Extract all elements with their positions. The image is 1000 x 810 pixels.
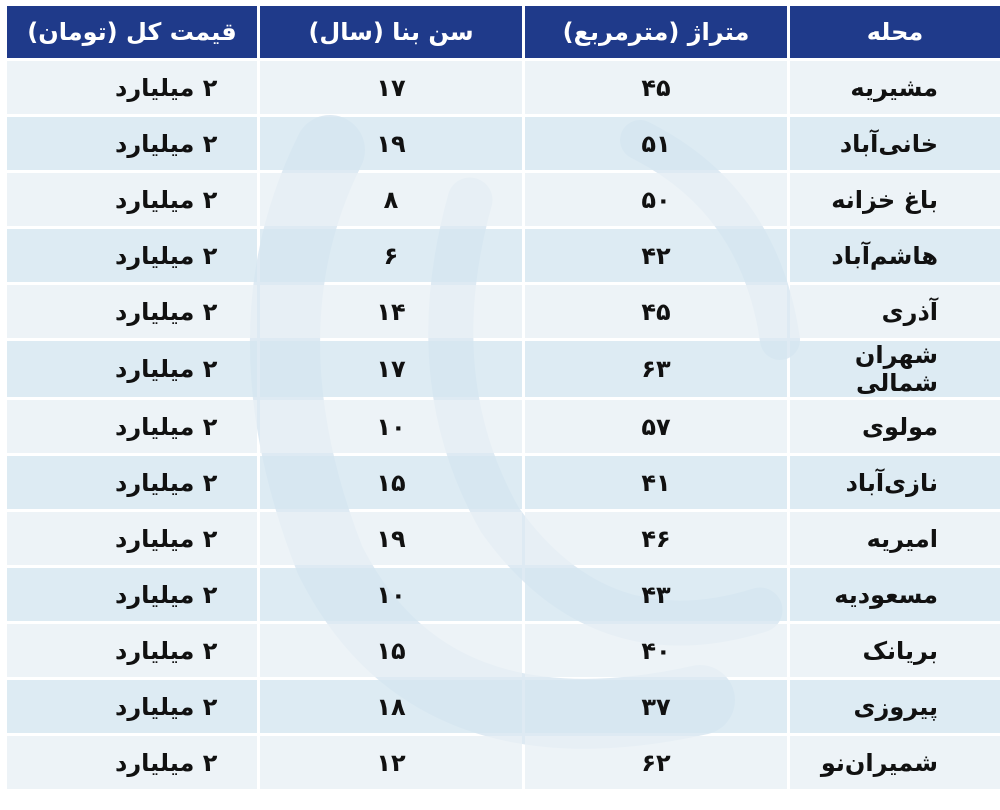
cell-neighborhood: خانی‌آباد — [790, 117, 1000, 170]
table-row — [7, 229, 1000, 282]
cell-age: ۱۰ — [260, 400, 522, 453]
cell-age: ۱۴ — [260, 285, 522, 338]
table-row — [7, 456, 1000, 509]
cell-age: ۶ — [260, 229, 522, 282]
table-body — [7, 61, 1000, 789]
table-row — [7, 624, 1000, 677]
cell-neighborhood: شمیران‌نو — [790, 736, 1000, 789]
cell-age: ۱۵ — [260, 456, 522, 509]
cell-area: ۴۱ — [525, 456, 787, 509]
price-table — [4, 3, 1000, 792]
cell-price: ۲ میلیارد — [7, 568, 257, 621]
table-row — [7, 117, 1000, 170]
cell-price: ۲ میلیارد — [7, 456, 257, 509]
table-header-row — [7, 6, 1000, 58]
cell-area: ۴۶ — [525, 512, 787, 565]
table-row — [7, 400, 1000, 453]
table-row — [7, 512, 1000, 565]
cell-area: ۵۱ — [525, 117, 787, 170]
cell-area: ۳۷ — [525, 680, 787, 733]
table-row — [7, 736, 1000, 789]
cell-price: ۲ میلیارد — [7, 736, 257, 789]
cell-age: ۱۹ — [260, 512, 522, 565]
cell-neighborhood: شهران شمالی — [790, 341, 1000, 397]
cell-area: ۴۰ — [525, 624, 787, 677]
header-age: سن بنا (سال) — [260, 6, 522, 58]
table-row — [7, 341, 1000, 397]
cell-age: ۱۲ — [260, 736, 522, 789]
table-row — [7, 568, 1000, 621]
cell-neighborhood: هاشم‌آباد — [790, 229, 1000, 282]
cell-age: ۱۸ — [260, 680, 522, 733]
cell-neighborhood: بریانک — [790, 624, 1000, 677]
cell-area: ۴۲ — [525, 229, 787, 282]
cell-area: ۶۲ — [525, 736, 787, 789]
cell-neighborhood: باغ خزانه — [790, 173, 1000, 226]
cell-age: ۱۹ — [260, 117, 522, 170]
cell-area: ۴۳ — [525, 568, 787, 621]
cell-neighborhood: مشیریه — [790, 61, 1000, 114]
cell-price: ۲ میلیارد — [7, 117, 257, 170]
cell-neighborhood: مسعودیه — [790, 568, 1000, 621]
cell-price: ۲ میلیارد — [7, 400, 257, 453]
table-row — [7, 285, 1000, 338]
table-row — [7, 680, 1000, 733]
cell-age: ۱۵ — [260, 624, 522, 677]
cell-price: ۲ میلیارد — [7, 512, 257, 565]
cell-age: ۸ — [260, 173, 522, 226]
cell-price: ۲ میلیارد — [7, 229, 257, 282]
cell-price: ۲ میلیارد — [7, 680, 257, 733]
cell-neighborhood: پیروزی — [790, 680, 1000, 733]
cell-neighborhood: آذری — [790, 285, 1000, 338]
header-price: قیمت کل (تومان) — [7, 6, 257, 58]
cell-area: ۶۳ — [525, 341, 787, 397]
cell-price: ۲ میلیارد — [7, 341, 257, 397]
cell-area: ۵۰ — [525, 173, 787, 226]
cell-price: ۲ میلیارد — [7, 61, 257, 114]
header-neighborhood: محله — [790, 6, 1000, 58]
table-row — [7, 173, 1000, 226]
cell-area: ۴۵ — [525, 285, 787, 338]
cell-neighborhood: مولوی — [790, 400, 1000, 453]
cell-price: ۲ میلیارد — [7, 285, 257, 338]
cell-neighborhood: امیریه — [790, 512, 1000, 565]
cell-age: ۱۷ — [260, 341, 522, 397]
cell-price: ۲ میلیارد — [7, 624, 257, 677]
cell-age: ۱۷ — [260, 61, 522, 114]
cell-neighborhood: نازی‌آباد — [790, 456, 1000, 509]
cell-price: ۲ میلیارد — [7, 173, 257, 226]
cell-area: ۴۵ — [525, 61, 787, 114]
table-row — [7, 61, 1000, 114]
cell-area: ۵۷ — [525, 400, 787, 453]
cell-age: ۱۰ — [260, 568, 522, 621]
header-area: متراژ (مترمربع) — [525, 6, 787, 58]
